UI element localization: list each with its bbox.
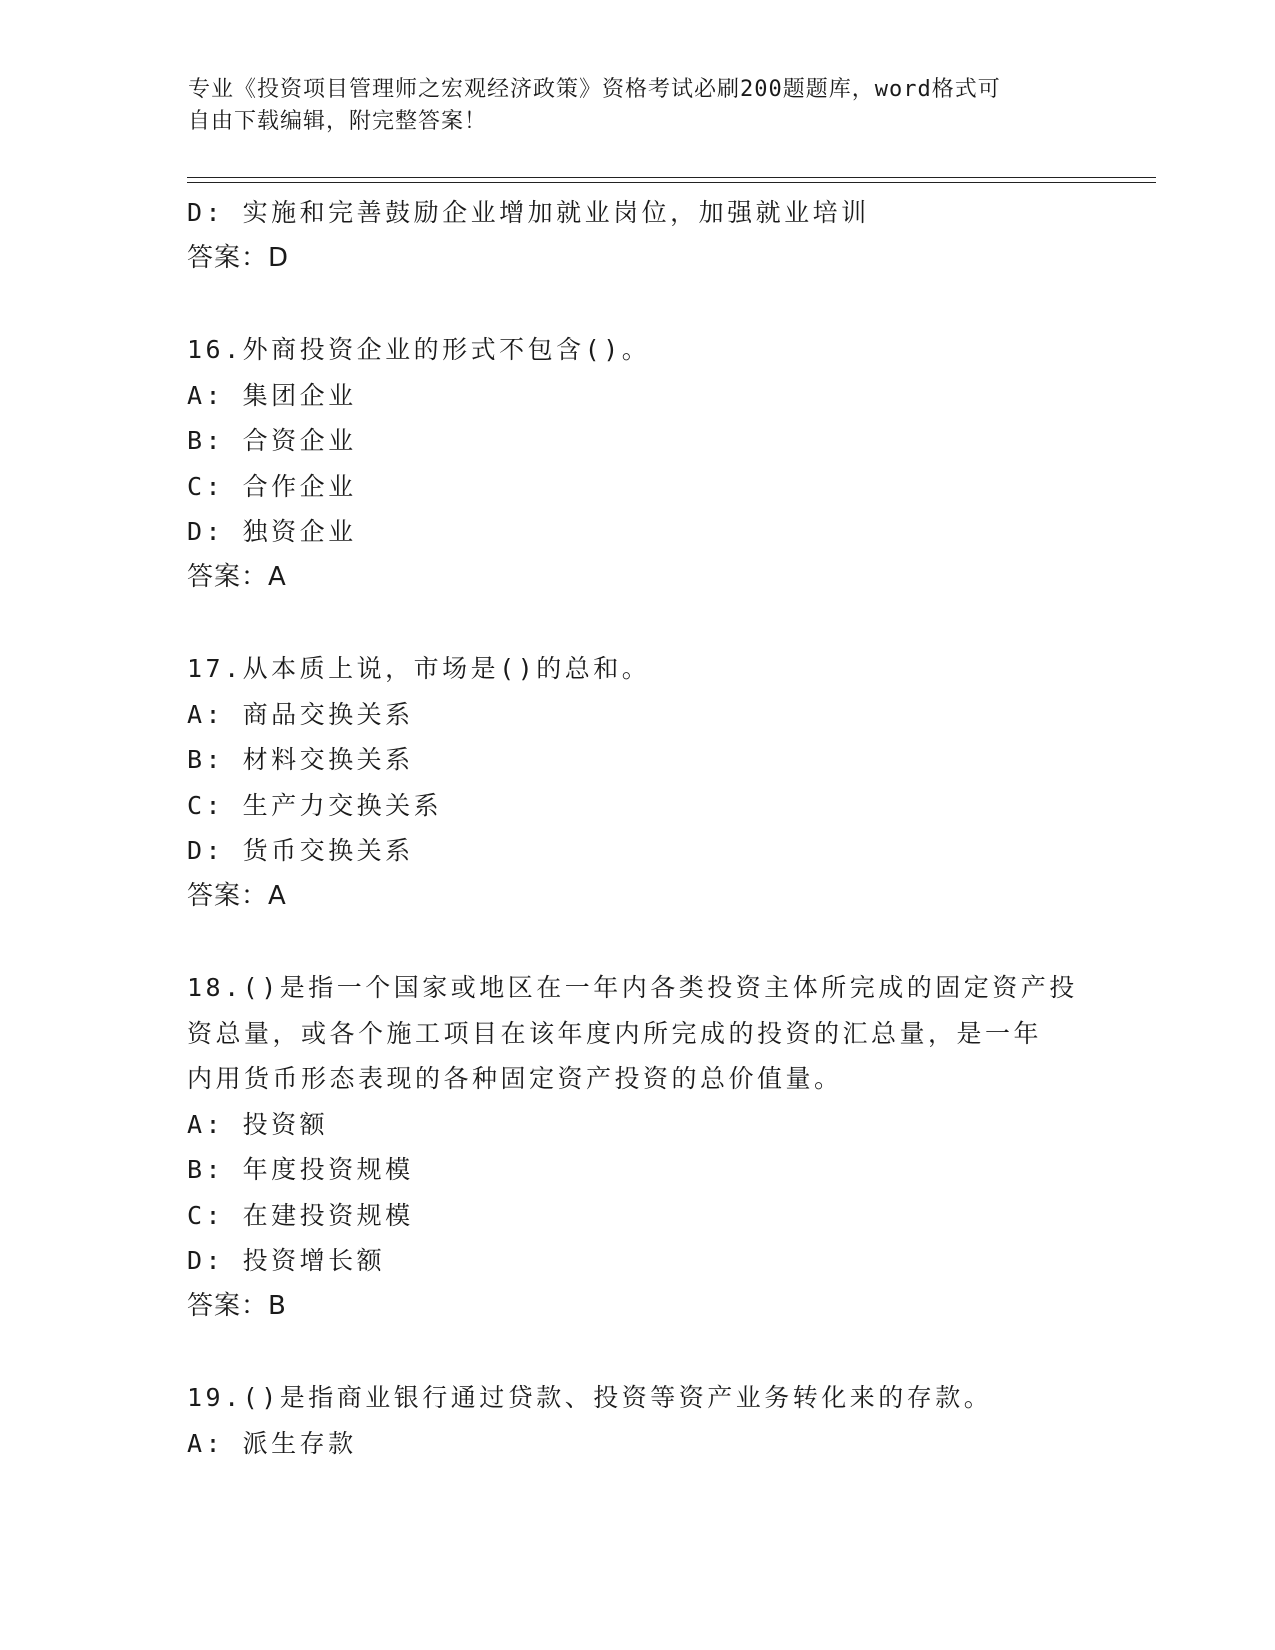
question-block-19: [187, 1375, 1087, 1466]
option-c: C: 生产力交换关系: [187, 790, 443, 820]
question-list: [187, 190, 1087, 1466]
spacer: [187, 1329, 1087, 1375]
option-b: B: 年度投资规模: [187, 1155, 414, 1184]
header-title-line-2: 自由下载编辑，附完整答案！: [188, 109, 488, 134]
option-d: D: 实施和完善鼓励企业增加就业岗位，加强就业培训: [187, 198, 870, 227]
header-title-line-1: 专业《投资项目管理师之宏观经济政策》资格考试必刷200题题库，word格式可: [188, 77, 1001, 102]
question-block-16: [187, 327, 1087, 600]
question-text-line-2: 资总量，或各个施工项目在该年度内所完成的投资的汇总量，是一年: [187, 1018, 1043, 1048]
question-text-line-3: 内用货币形态表现的各种固定资产投资的总价值量。: [187, 1064, 843, 1093]
question-block-15: [187, 190, 1087, 281]
option-a: A: 派生存款: [187, 1428, 357, 1458]
document-header: [188, 74, 1068, 138]
option-d: D: 货币交换关系: [187, 836, 414, 865]
question-text: 19.()是指商业银行通过贷款、投资等资产业务转化来的存款。: [187, 1383, 993, 1412]
option-c: C: 合作企业: [187, 471, 357, 501]
question-text: 17.从本质上说，市场是()的总和。: [187, 654, 651, 683]
option-c: C: 在建投资规模: [187, 1200, 414, 1230]
option-d: D: 投资增长额: [187, 1246, 386, 1275]
option-d: D: 独资企业: [187, 517, 357, 546]
question-text: 16.外商投资企业的形式不包含()。: [187, 335, 651, 364]
answer-label: 答案：A: [187, 880, 287, 911]
spacer: [187, 919, 1087, 965]
option-a: A: 投资额: [187, 1109, 329, 1139]
answer-label: 答案：A: [187, 561, 287, 592]
answer-label: 答案：B: [187, 1290, 287, 1321]
spacer: [187, 281, 1087, 327]
answer-label: 答案：D: [187, 242, 290, 273]
header-divider-bottom: [187, 182, 1156, 183]
question-block-17: [187, 646, 1087, 919]
spacer: [187, 600, 1087, 646]
option-a: A: 集团企业: [187, 380, 357, 410]
option-b: B: 合资企业: [187, 426, 357, 455]
option-a: A: 商品交换关系: [187, 699, 414, 729]
header-divider-top: [187, 177, 1156, 178]
option-b: B: 材料交换关系: [187, 745, 414, 774]
question-text-line-1: 18.()是指一个国家或地区在一年内各类投资主体所完成的固定资产投: [187, 973, 1078, 1002]
question-block-18: [187, 965, 1087, 1329]
